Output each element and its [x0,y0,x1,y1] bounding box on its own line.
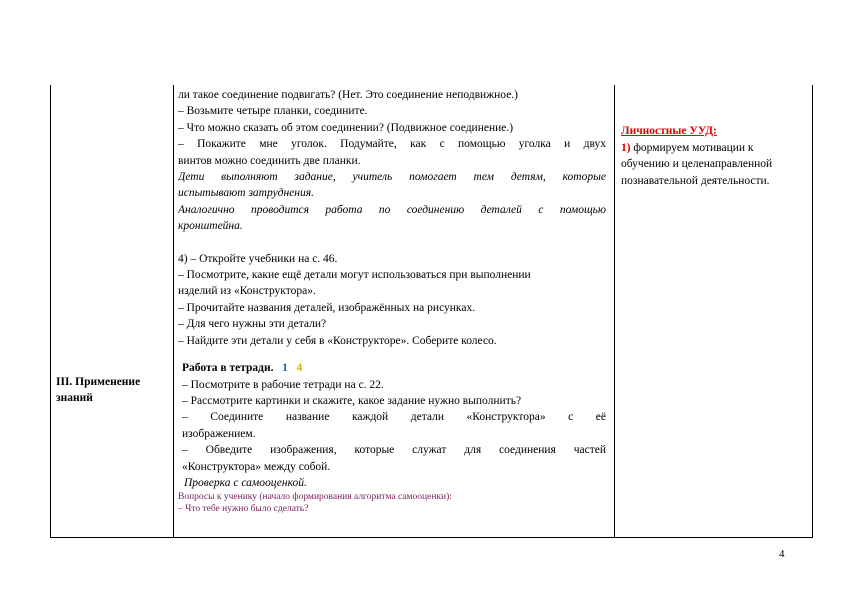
student-question: – Что тебе нужно было сделать? [178,504,309,515]
text-line: – Что можно сказать об этом соединении? (Подвижное соединение.) [178,121,514,134]
text-line: – Прочитайте названия деталей, изображённых на рисунках. [178,301,476,314]
workbook-number-gold: 4 [296,362,303,375]
text-line: – Обведите изображения, которые служат для соединения частей [182,444,606,457]
workbook-label: Работа в тетради. [182,362,274,375]
uud-cell [621,123,809,189]
italic-note: Аналогично проводится работа по соединению деталей с помощью [178,203,606,216]
column-divider-2 [614,85,615,538]
text-line: – Покажите мне уголок. Подумайте, как с помощью уголка и двух [178,138,606,151]
text-line: – Рассмотрите картинки и скажите, какое задание нужно выполнить? [182,394,522,407]
text-line: винтов можно соединить две планки. [178,154,361,167]
text-line: – Для чего нужны эти детали? [178,318,327,331]
teacher-activity-cell [178,87,606,515]
uud-number: 1) [621,141,631,154]
uud-line: обучению и целенаправленной [621,158,773,170]
uud-line [621,140,809,157]
student-questions-note: Вопросы к ученику (начало формирования алгоритма самооценки): [178,492,452,503]
stage-title-line2: знаний [56,392,93,404]
uud-line: познавательной деятельности. [621,174,770,187]
workbook-number-blue: 1 [282,362,288,375]
uud-title: Личностные УУД: [621,125,717,137]
text-line: – Найдите эти детали у себя в «Конструкторе». Соберите колесо. [178,334,497,347]
table-border-left [50,85,51,538]
self-check-note: Проверка с самооценкой. [184,476,307,489]
text-line: – Возьмите четыре планки, соедините. [178,105,368,118]
text-line: 4) – Откройте учебники на с. 46. [178,252,338,265]
lesson-table [50,85,813,538]
text-line: «Конструктора» между собой. [182,460,331,473]
text-line: ли такое соединение подвигать? (Нет. Это соединение неподвижное.) [178,89,518,101]
uud-text: формируем мотивации к [633,141,754,154]
text-line: изделий из «Конструктора». [178,285,316,298]
stage-cell [56,374,171,406]
text-line: – Посмотрите, какие ещё детали могут использоваться при выполнении [178,269,531,282]
table-border-right [812,85,813,538]
table-border-bottom [50,537,813,538]
italic-note: испытывают затруднения. [178,187,314,200]
column-divider-1 [173,85,174,538]
stage-title-line1: III. Применение [56,376,141,388]
text-line: – Посмотрите в рабочие тетради на с. 22. [182,378,384,391]
text-line: – Соедините название каждой детали «Конструктора» с её [182,411,606,424]
text-line: изображением. [182,427,256,440]
italic-note: Дети выполняют задание, учитель помогает тем детям, которые [178,171,606,184]
page-number: 4 [779,548,785,560]
workbook-heading [178,360,606,376]
italic-note: кронштейна. [178,220,243,233]
